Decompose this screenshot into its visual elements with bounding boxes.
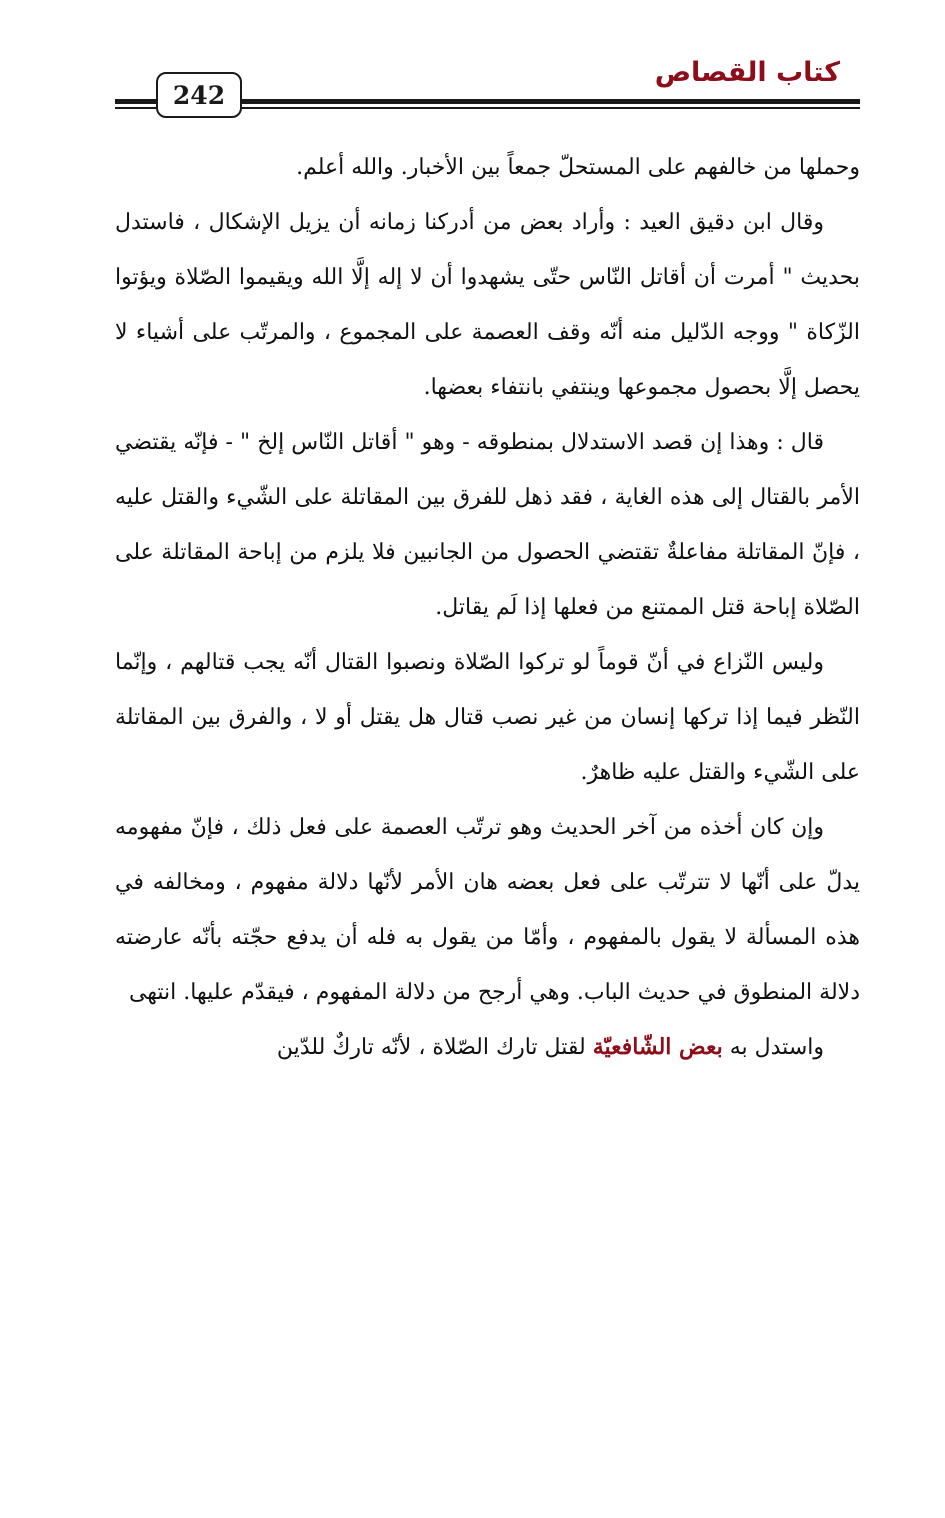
paragraph-istadalla [115,1020,860,1075]
paragraph-qala: قال : وهذا إن قصد الاستدلال بمنطوقه - وهو " أقاتل النّاس إلخ " - فإنّه يقتضي الأمر بالقتال إلى هذه الغاية ، فقد ذهل للفرق بين المقاتلة على الشّيء والقتل عليه ، فإنّ المقاتلة مفاعلةٌ تقتضي الحصول من الجانبين فلا يلزم من إباحة المقاتلة على الصّلاة إباحة قتل الممتنع من فعلها إذا لَم يقاتل. [115,430,860,620]
paragraph-nizaa: وليس النّزاع في أنّ قوماً لو تركوا الصّلاة ونصبوا القتال أنّه يجب قتالهم ، وإنّما النّظر فيما إذا تركها إنسان من غير نصب قتال هل يقتل أو لا ، والفرق بين المقاتلة على الشّيء والقتل عليه ظاهرٌ. [115,650,860,785]
page-number: 242 [172,80,226,110]
page-number-box [156,72,242,118]
page-header [0,0,945,120]
paragraph-ibn-daqiq: وقال ابن دقيق العيد : وأراد بعض من أدركنا زمانه أن يزيل الإشكال ، فاستدل بحديث " أمرت أن أقاتل النّاس حتّى يشهدوا أن لا إله إلَّا الله ويقيموا الصّلاة ويؤتوا الزّكاة " ووجه الدّليل منه أنّه وقف العصمة على المجموع ، والمرتّب على أشياء لا يحصل إلَّا بحصول مجموعها وينتفي بانتفاء بعضها. [115,210,860,400]
paragraph-text-start: واستدل به [722,1035,824,1060]
paragraph-text-end: لقتل تارك الصّلاة ، لأنّه تاركٌ للدّين [276,1035,593,1060]
paragraph-mafhum: وإن كان أخذه من آخر الحديث وهو ترتّب العصمة على فعل ذلك ، فإنّ مفهومه يدلّ على أنّها لا تترتّب على فعل بعضه هان الأمر لأنّها دلالة مفهوم ، ومخالفه في هذه المسألة لا يقول بالمفهوم ، وأمّا من يقول به فله أن يدفع حجّته بأنّه عارضته دلالة المنطوق في حديث الباب. وهي أرجح من دلالة المفهوم ، فيقدّم عليها. انتهى [115,815,861,1005]
book-title: كتاب القصاص [654,57,840,88]
page-body [115,140,860,1075]
highlighted-term: بعض الشّافعيّة [592,1034,723,1060]
paragraph-continuation: وحملها من خالفهم على المستحلّ جمعاً بين الأخبار. والله أعلم. [296,155,860,180]
